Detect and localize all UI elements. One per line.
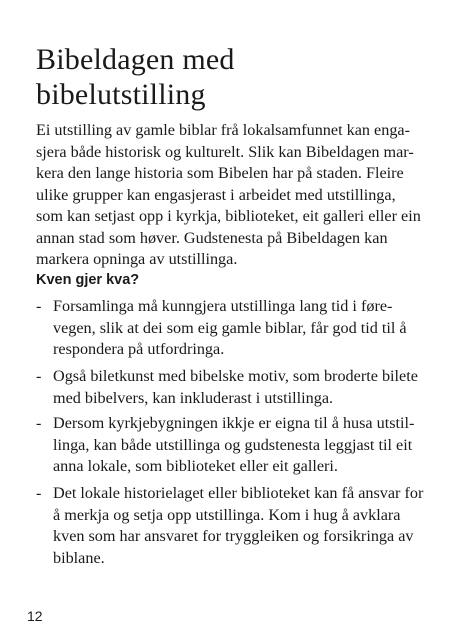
list-item-line: biblane. <box>53 548 105 567</box>
list-dash: - <box>36 414 42 432</box>
list-item-line: linga, kan både utstillinga og gudstenesta leggjast til eit <box>53 435 413 454</box>
list-item-line: Forsamlinga må kunngjera utstillinga lang tid i føre- <box>53 297 393 315</box>
list-dash: - <box>36 297 42 315</box>
paragraph-line: som kan setjast opp i kyrkja, biblioteket, eit galleri eller ein <box>36 207 421 225</box>
intro-paragraph <box>36 120 421 271</box>
paragraph-line: sjera både historisk og kulturelt. Slik kan Bibeldagen mar- <box>36 142 414 161</box>
paragraph-line: kera den lange historia som Bibelen har på staden. Fleire <box>36 164 404 182</box>
list-item-line: kven som har ansvaret for tryggleiken og forsikringa av <box>53 527 414 545</box>
list-item-line: Det lokale historielaget eller biblioteket kan få ansvar for <box>53 484 424 502</box>
list-item-line: med bibelvers, kan inkluderast i utstillinga. <box>53 388 334 407</box>
page-number: 12 <box>27 608 43 624</box>
paragraph-line: markera opninga av utstillinga. <box>36 250 238 268</box>
list-dash: - <box>36 484 42 502</box>
list-item-line: vegen, slik at dei som eig gamle biblar, får god tid til å <box>53 318 407 337</box>
paragraph-line: ulike grupper kan engasjerast i arbeidet med utstillinga, <box>36 185 396 204</box>
list-item-line: Dersom kyrkjebygningen ikkje er eigna til å husa utstil- <box>53 414 415 432</box>
page-title <box>36 42 416 112</box>
list-item-line: anna lokale, som biblioteket eller eit galleri. <box>53 457 338 475</box>
list-dash: - <box>36 367 42 385</box>
section-subheading: Kven gjer kva? <box>36 272 140 288</box>
title-line: Bibeldagen med <box>36 43 235 76</box>
list-item-line: Også biletkunst med bibelske motiv, som broderte bilete <box>53 367 418 385</box>
list-item-line: å merkja og setja opp utstillinga. Kom i hug å avklara <box>53 505 401 524</box>
title-line: bibelutstilling <box>36 78 206 111</box>
paragraph-line: Ei utstilling av gamle biblar frå lokalsamfunnet kan enga- <box>36 121 410 139</box>
list-item-line: respondera på utfordringa. <box>53 340 225 358</box>
paragraph-line: annan stad som høver. Gudstenesta på Bibeldagen kan <box>36 228 388 247</box>
